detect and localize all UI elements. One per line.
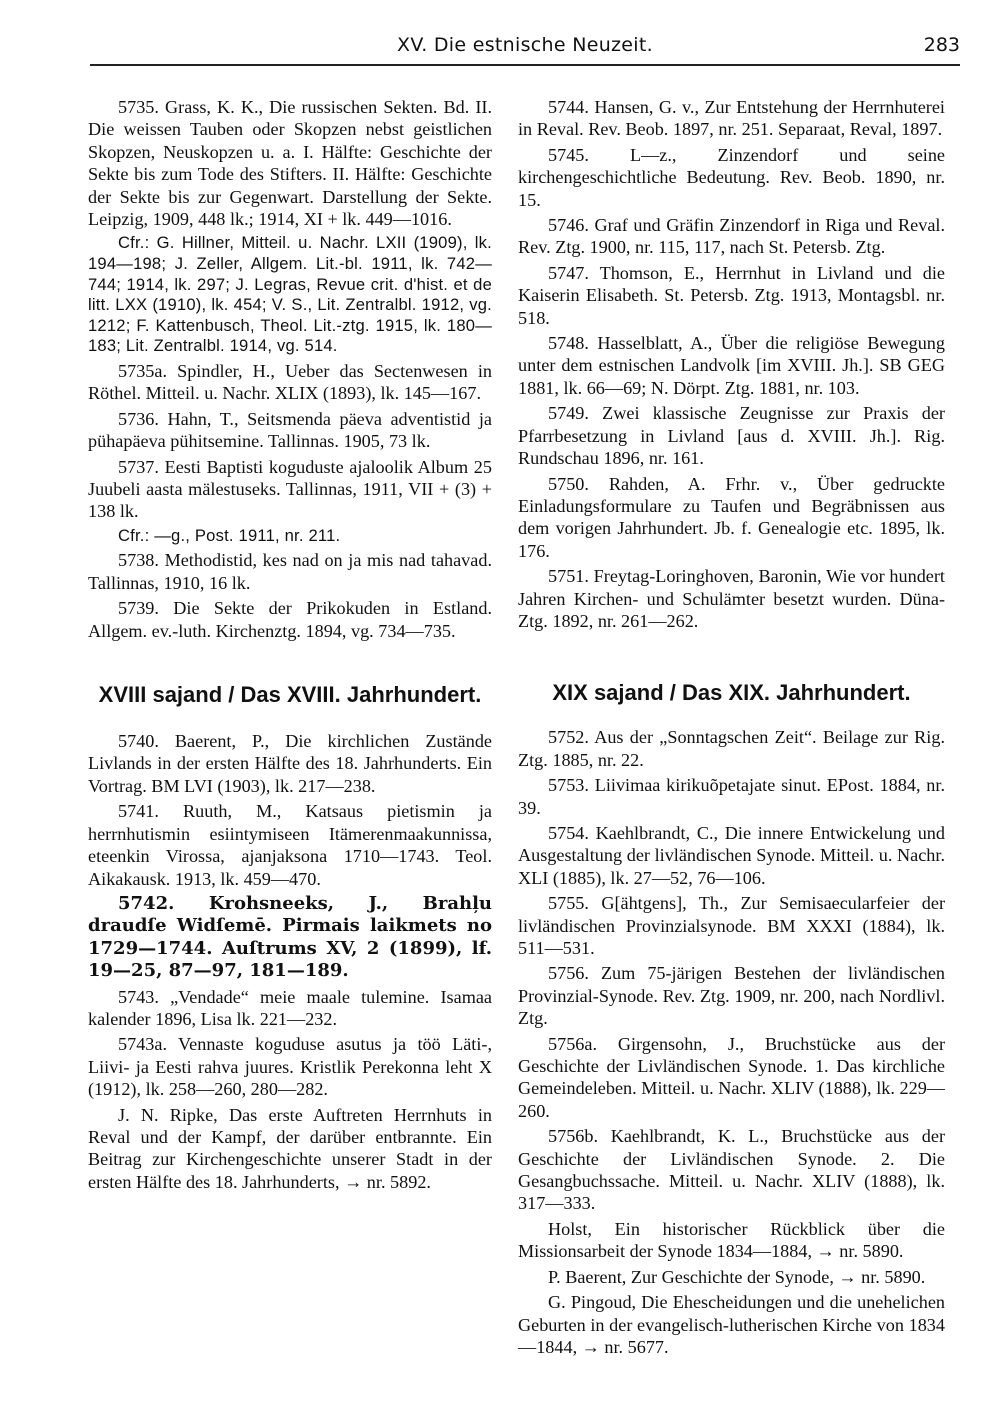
entry-5756: 5756. Zum 75-järigen Bestehen der livländischen Provinzial-Synode. Rev. Ztg. 1909, nr. 200, nach Nordlivl. Ztg.: [518, 963, 945, 1029]
entry-5745: 5745. L—z., Zinzendorf und seine kirchengeschichtliche Bedeutung. Rev. Beob. 1890, nr. 15.: [518, 144, 945, 210]
entry-5744: 5744. Hansen, G. v., Zur Entstehung der Herrnhuterei in Reval. Rev. Beob. 1897, nr. 251. Separaat, Reval, 1897.: [518, 97, 945, 140]
cfr-5737: Cfr.: —g., Post. 1911, nr. 211.: [118, 525, 341, 545]
entry-5739: 5739. Die Sekte der Prikokuden in Estland. Allgem. ev.-luth. Kirchenztg. 1894, vg. 734—735.: [88, 598, 492, 641]
cfr-5735: Cfr.: G. Hillner, Mitteil. u. Nachr. LXII (1909), lk. 194—198; J. Zeller, Allgem. Lit.-bl. 1911, lk. 742—744; 1914, lk. 297; J. Legras, Revue crit. d'hist. et de litt. LXX (1910), lk. 454; V. S., Lit. Zentralbl. 1912, vg. 1212; F. Kattenbusch, Theol. Lit.-ztg. 1915, lk. 180—183; Lit. Zentralbl. 1914, vg. 514.: [88, 233, 492, 356]
entry-5753: 5753. Liivimaa kirikuõpetajate sinut. EPost. 1884, nr. 39.: [518, 775, 945, 818]
entry-5747: 5747. Thomson, E., Herrnhut in Livland und die Kaiserin Elisabeth. St. Petersb. Ztg. 1913, Montagsbl. nr. 518.: [518, 262, 945, 328]
entry-5756a: 5756a. Girgensohn, J., Bruchstücke aus der Geschichte der Livländischen Synode. 1. Das kirchliche Gemeindeleben. Mitteil. u. Nachr. XLIV (1888), lk. 229—260.: [518, 1033, 945, 1121]
section-heading-18th-century: XVIII sajand / Das XVIII. Jahrhundert.: [98, 682, 482, 708]
entry-5748: 5748. Hasselblatt, A., Über die religiöse Bewegung unter dem estnischen Landvolk [im XVIII. Jh.]. SB GEG 1881, lk. 66—69; N. Dörpt. Ztg. 1881, nr. 103.: [518, 333, 945, 398]
entry-ripke: J. N. Ripke, Das erste Auftreten Herrnhuts in Reval und der Kampf, der darüber entbrannte. Ein Beitrag zur Kirchengeschichte unserer Stadt in der ersten Hälfte des 18. Jahrhunderts, → nr. 5892.: [88, 1104, 492, 1192]
entry-baerent: P. Baerent, Zur Geschichte der Synode, → nr. 5890.: [548, 1266, 926, 1287]
entry-5756b: 5756b. Kaehlbrandt, K. L., Bruchstücke aus der Geschichte der Livländischen Synode. 2. Die Gesangbuchssache. Mitteil. u. Nachr. XLIV (1888), lk. 317—333.: [518, 1126, 945, 1214]
entry-5743: 5743. „Vendade“ meie maale tulemine. Isamaa kalender 1896, Lisa lk. 221—232.: [88, 986, 492, 1029]
entry-5736: 5736. Hahn, T., Seitsmenda päeva adventistid ja pühapäeva pühitsemine. Tallinnas. 1905, 73 lk.: [88, 408, 492, 452]
entry-5743a: 5743a. Vennaste koguduse asutus ja töö Läti-, Liivi- ja Eesti rahva juures. Kristlik Perekonna leht X (1912), lk. 258—260, 280—282.: [88, 1034, 492, 1100]
entry-holst: Holst, Ein historischer Rückblick über die Missionsarbeit der Synode 1834—1884, → nr. 5890.: [518, 1218, 945, 1262]
entry-5754: 5754. Kaehlbrandt, C., Die innere Entwickelung und Ausgestaltung der livländischen Synode. Mitteil. u. Nachr. XLI (1885), lk. 27—52, 76—106.: [518, 822, 945, 888]
entry-5750: 5750. Rahden, A. Frhr. v., Über gedruckte Einladungsformulare zu Taufen und Begräbnissen aus dem vorigen Jahrhundert. Jb. f. Genealogie etc. 1895, lk. 176.: [518, 473, 945, 561]
entry-5742: 5742. Krohsneeks, J., Brahļu draudſe Widſemē. Pirmais laikmets no 1729—1744. Auſtrums XV, 2 (1899), lf. 19—25, 87—97, 181—189.: [88, 892, 492, 982]
entry-5749: 5749. Zwei klassische Zeugnisse zur Praxis der Pfarrbesetzung in Livland [aus d. XVIII. Jh.]. Rig. Rundschau 1896, nr. 161.: [518, 403, 945, 469]
entry-pingoud: G. Pingoud, Die Ehescheidungen und die unehelichen Geburten in der evangelisch-lutherischen Kirche von 1834—1844, → nr. 5677.: [518, 1292, 945, 1357]
running-head-title: XV. Die estnische Neuzeit.: [397, 34, 653, 56]
entry-5738: 5738. Methodistid, kes nad on ja mis nad tahavad. Tallinnas, 1910, 16 lk.: [88, 550, 492, 593]
left-column: [88, 96, 492, 1196]
entry-5741: 5741. Ruuth, M., Katsaus pietismin ja herrnhutismin esiintymiseen Itämerenmaakunnissa, eteenkin Virossa, ajanjaksona 1710—1743. Teol. Aikakausk. 1913, lk. 459—470.: [88, 801, 492, 889]
running-header: [90, 34, 960, 66]
entry-5746: 5746. Graf und Gräfin Zinzendorf in Riga und Reval. Rev. Ztg. 1900, nr. 115, 117, nach St. Petersb. Ztg.: [518, 215, 945, 258]
entry-5737: 5737. Eesti Baptisti koguduste ajaloolik Album 25 Juubeli aasta mälestuseks. Tallinnas, 1911, VII + (3) + 138 lk.: [88, 456, 492, 522]
entry-5735: 5735. Grass, K. K., Die russischen Sekten. Bd. II. Die weissen Tauben oder Skopzen nebst geistlichen Skopzen, Neuskopzen u. a. I. Hälfte: Geschichte der Sekte bis zum Tode des Stifters. II. Hälfte: Geschichte der Sekte bis zur Gegenwart. Darstellung der Sekte. Leipzig, 1909, 448 lk.; 1914, XI + lk. 449—1016.: [88, 97, 492, 230]
right-column: [518, 96, 945, 1361]
entry-5751: 5751. Freytag-Loringhoven, Baronin, Wie vor hundert Jahren Kirchen- und Schulämter besetzt wurden. Düna-Ztg. 1892, nr. 261—262.: [518, 566, 945, 631]
entry-5752: 5752. Aus der „Sonntagschen Zeit“. Beilage zur Rig. Ztg. 1885, nr. 22.: [518, 727, 945, 770]
section-heading-19th-century: XIX sajand / Das XIX. Jahrhundert.: [552, 680, 911, 706]
entry-5735a: 5735a. Spindler, H., Ueber das Sectenwesen in Röthel. Mitteil. u. Nachr. XLIX (1893), lk. 145—167.: [88, 361, 492, 404]
entry-5755: 5755. G[ähtgens], Th., Zur Semisaecularfeier der livländischen Provinzialsynode. BM XXXI (1884), lk. 511—531.: [518, 893, 945, 958]
page-number: 283: [923, 34, 960, 56]
entry-5740: 5740. Baerent, P., Die kirchlichen Zustände Livlands in der ersten Hälfte des 18. Jahrhunderts. Ein Vortrag. BM LVI (1903), lk. 217—238.: [88, 731, 492, 796]
